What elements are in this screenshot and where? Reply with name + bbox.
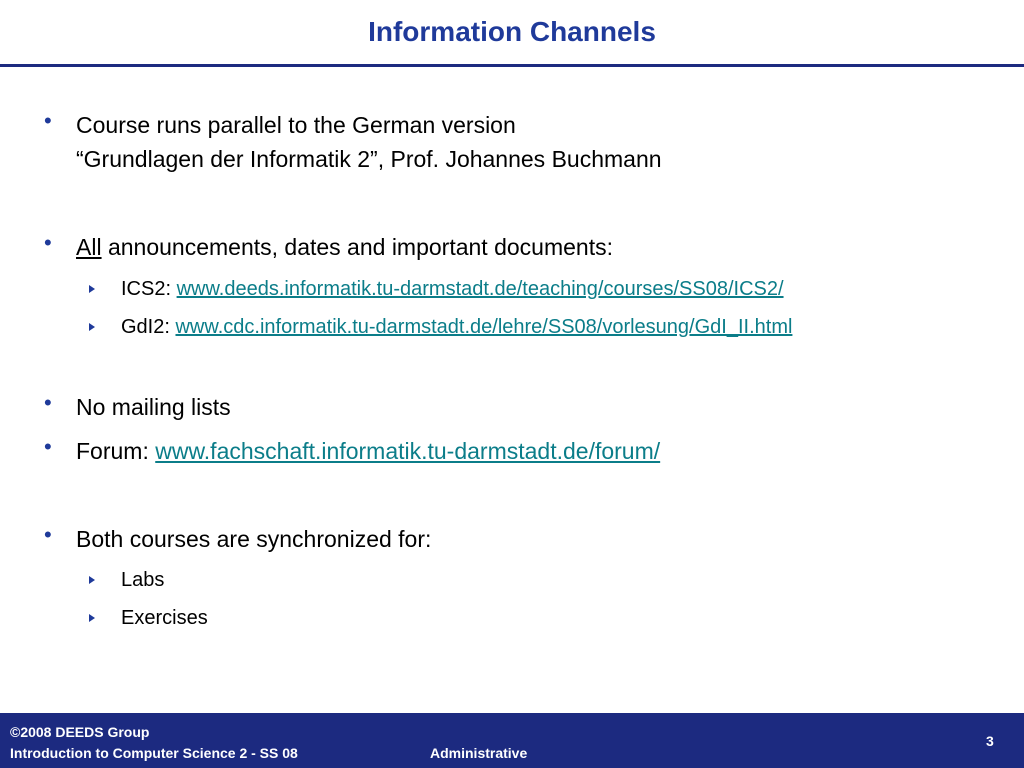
emphasis-all: All — [76, 234, 102, 260]
bullet-text: Forum: — [76, 438, 156, 464]
sub-bullet-marker — [89, 285, 95, 293]
page-number: 3 — [986, 733, 994, 749]
sub-item-label: ICS2: — [121, 278, 177, 300]
bullet-no-mailing-lists: No mailing lists — [76, 394, 231, 420]
footer-copyright: ©2008 DEEDS Group — [10, 724, 150, 740]
sub-bullet-marker — [89, 576, 95, 584]
bullet-synchronized: Both courses are synchronized for: — [76, 526, 432, 552]
sub-item-gdi2 — [121, 313, 792, 341]
sub-item-labs: Labs — [121, 569, 165, 591]
sub-item-label: GdI2: — [121, 316, 176, 338]
bullet-text-line1: Course runs parallel to the German version — [76, 112, 516, 138]
sub-item-exercises: Exercises — [121, 607, 208, 629]
slide-title: Information Channels — [368, 16, 656, 47]
bullet-text: announcements, dates and important documents: — [101, 234, 613, 260]
bullet-marker: • — [44, 108, 52, 133]
bullet-course-parallel — [76, 108, 662, 176]
bullet-text-line2: “Grundlagen der Informatik 2”, Prof. Johannes Buchmann — [76, 146, 662, 172]
bullet-marker: • — [44, 390, 52, 415]
bullet-marker: • — [44, 434, 52, 459]
ics2-link[interactable]: www.deeds.informatik.tu-darmstadt.de/teaching/courses/SS08/ICS2/ — [176, 278, 784, 300]
bullet-forum — [76, 434, 660, 468]
footer-section: Administrative — [430, 745, 528, 761]
footer-course-name: Introduction to Computer Science 2 - SS 08 — [10, 745, 298, 761]
slide-footer — [0, 713, 1024, 768]
sub-bullet-marker — [89, 614, 95, 622]
forum-link[interactable]: www.fachschaft.informatik.tu-darmstadt.de/forum/ — [155, 438, 661, 464]
gdi2-link[interactable]: www.cdc.informatik.tu-darmstadt.de/lehre/SS08/vorlesung/GdI_II.html — [175, 316, 793, 338]
bullet-marker: • — [44, 522, 52, 547]
bullet-announcements — [76, 230, 613, 264]
bullet-marker: • — [44, 230, 52, 255]
sub-item-ics2 — [121, 275, 784, 303]
sub-bullet-marker — [89, 323, 95, 331]
